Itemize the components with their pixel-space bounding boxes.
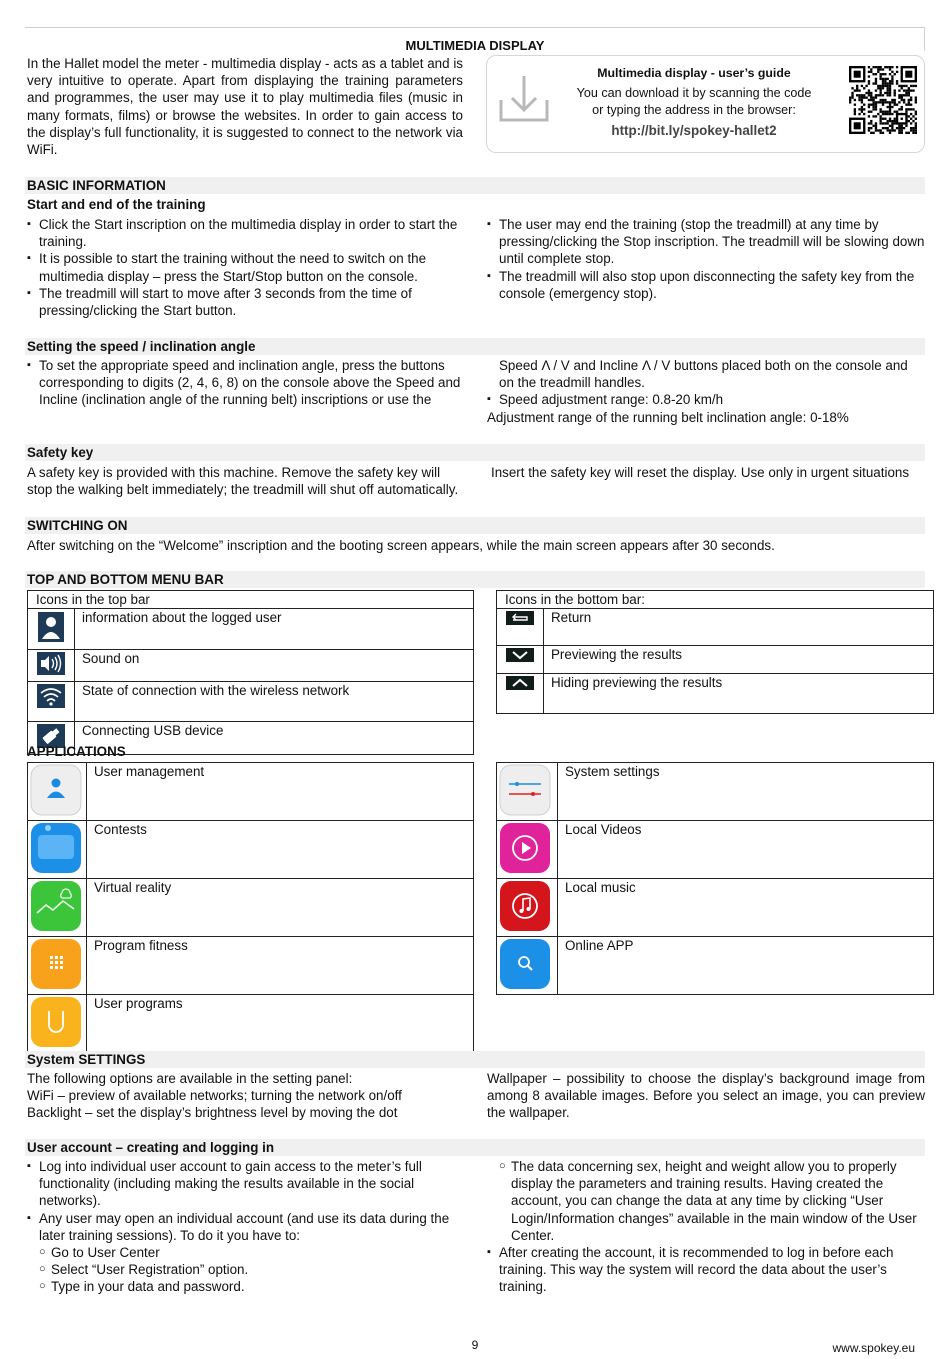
list-item: ○ The data concerning sex, height and weight allow you to properly display the parameters and training results. Having created the account, you can change the data at any time by clicking “User Login/Information changes” available in the main window of the User Center. [499,1158,925,1244]
return-icon [497,609,543,629]
table-row [28,763,474,821]
table-row [497,763,934,821]
contests-icon [28,821,86,874]
online-app-icon [497,937,557,990]
account-right-steps [487,1158,925,1244]
switching-text: After switching on the “Welcome” inscription and the booting screen appears, while the main screen appears after 30 seconds. [27,538,775,553]
section-switching-on: SWITCHING ON [25,517,925,534]
start-left-list [27,216,467,319]
table-row [28,995,474,1053]
applications-left-table [27,762,474,1053]
list-item: ▪ Any user may open an individual account (and use its data during the later training sessions). To do it you have to: [27,1210,467,1244]
speed-right-list [487,391,925,408]
bottom-bar-header: Icons in the bottom bar: [497,591,934,609]
app-label: Program fitness [87,937,474,995]
subheading-start-end: Start and end of the training [27,197,206,212]
section-basic-information: BASIC INFORMATION [25,177,925,194]
table-row [28,682,474,722]
top-item-label: Connecting USB device [75,722,474,755]
start-left-column [27,216,467,319]
system-settings-icon [497,763,557,816]
section-system-settings: System SETTINGS [25,1051,925,1068]
table-row [28,650,474,682]
table-row [28,609,474,650]
top-rule [25,27,925,28]
settings-backlight: Backlight – set the display’s brightness level by moving the dot [27,1105,398,1121]
local-music-icon [497,879,557,932]
intro-paragraph: In the Hallet model the meter - multimedia display - acts as a tablet and is very intuitive to operate. Apart from displaying the training parameters and programmes, the user may use it to play multimedia files (music in many formats, films) or browse the websites. In order to gain access to the display’s full functionality, it is suggested to connect to the network via WiFi. [27,56,463,158]
list-item: ▪ To set the appropriate speed and inclination angle, press the buttons corresponding to digits (2, 4, 6, 8) on the console above the Speed and Incline (inclination angle of the running belt) inscriptions or use the [27,357,467,409]
wifi-icon [28,682,74,710]
guide-line-1: You can download it by scanning the code [576,86,812,100]
list-item: ▪ Click the Start inscription on the multimedia display in order to start the training. [27,216,467,250]
page-number: 9 [471,1338,479,1352]
table-row [497,674,934,714]
table-row [28,879,474,937]
speed-left-list [27,357,467,409]
chevron-down-icon [497,646,543,666]
qr-code-icon [849,66,917,134]
settings-left-column [27,1070,467,1122]
top-item-label: Sound on [75,650,474,682]
footer-url[interactable]: www.spokey.eu [832,1341,915,1355]
list-item: ▪ Speed adjustment range: 0.8-20 km/h [487,391,925,408]
guide-text [565,85,823,119]
bottom-item-label: Previewing the results [544,646,934,674]
bottom-bar-icons-table [496,590,934,714]
account-right-list [487,1244,925,1296]
table-row [28,937,474,995]
section-user-account: User account – creating and logging in [25,1139,925,1156]
download-icon [493,68,555,130]
speed-right-text: Speed Λ / V and Incline Λ / V buttons placed both on the console and on the treadmill handles. [499,358,908,391]
app-label: Local Videos [558,821,934,879]
local-videos-icon [497,821,557,874]
user-icon [28,609,74,645]
section-applications: APPLICATIONS [27,744,126,759]
applications-right-table [496,762,934,995]
account-left-list [27,1158,467,1244]
table-row [497,646,934,674]
table-row [497,821,934,879]
guide-line-2: or typing the address in the browser: [592,103,796,118]
list-item: ▪ The treadmill will also stop upon disconnecting the safety key from the console (emergency stop). [487,268,925,302]
table-row [497,591,934,609]
app-label: Local music [558,879,934,937]
subheading-speed: Setting the speed / inclination angle [25,338,925,355]
table-row [28,591,474,609]
bottom-item-label: Return [544,609,934,646]
virtual-reality-icon [28,879,86,932]
settings-intro: The following options are available in the setting panel: [27,1071,353,1086]
top-bar-header: Icons in the top bar [28,591,474,609]
program-fitness-icon [28,937,86,990]
top-bar-icons-table [27,590,474,755]
top-item-label: information about the logged user [75,609,474,650]
app-label: Online APP [558,937,934,995]
list-item: ▪ The treadmill will start to move after 3 seconds from the time of pressing/clicking the Start button. [27,285,467,319]
account-left-column [27,1158,467,1296]
user-management-icon [28,763,86,816]
list-item: ○ Type in your data and password. [39,1278,467,1295]
app-label: User management [87,763,474,821]
table-row [497,879,934,937]
subheading-safety-key: Safety key [25,444,925,461]
guide-title: Multimedia display - user’s guide [597,66,791,80]
chevron-up-icon [497,674,543,694]
app-label: Virtual reality [87,879,474,937]
table-row [28,821,474,879]
sound-icon [28,650,74,677]
user-guide-box [486,55,925,153]
app-label: User programs [87,995,474,1053]
section-menu-bar: TOP AND BOTTOM MENU BAR [25,571,925,588]
user-programs-icon [28,995,86,1048]
guide-url[interactable]: http://bit.ly/spokey-hallet2 [611,123,777,138]
table-row [497,937,934,995]
start-right-column [487,216,925,302]
page-title: MULTIMEDIA DISPLAY [405,38,545,53]
account-steps-list [27,1244,467,1296]
bottom-item-label: Hiding previewing the results [544,674,934,714]
inclination-range-text: Adjustment range of the running belt inclination angle: 0-18% [487,409,849,425]
list-item: ○ Go to User Center [39,1244,467,1261]
speed-left-column [27,357,467,409]
app-label: System settings [558,763,934,821]
app-label: Contests [87,821,474,879]
top-item-label: State of connection with the wireless network [75,682,474,722]
speed-right-column [487,357,925,426]
table-row [497,609,934,646]
list-item: ▪ After creating the account, it is recommended to log in before each training. This way the system will record the data about the user’s training. [487,1244,925,1296]
settings-wallpaper: Wallpaper – possibility to choose the display’s background image from among 8 available images. Before you select an image, you can preview the wallpaper. [487,1071,925,1121]
list-item: ○ Select “User Registration” option. [39,1261,467,1278]
account-right-column [487,1158,925,1296]
settings-wifi: WiFi – preview of available networks; turning the network on/off [27,1088,402,1104]
safety-left-text: A safety key is provided with this machine. Remove the safety key will stop the walking belt immediately; the treadmill will shut off automatically. [27,465,459,498]
list-item: ▪ Log into individual user account to gain access to the meter’s full functionality (including making the results available in the social networks). [27,1158,467,1210]
list-item: ▪ It is possible to start the training without the need to switch on the multimedia display – press the Start/Stop button on the console. [27,250,467,284]
list-item: ▪ The user may end the training (stop the treadmill) at any time by pressing/clicking the Stop inscription. The treadmill will be slowing down until complete stop. [487,216,925,268]
start-right-list [487,216,925,302]
safety-right-text: Insert the safety key will reset the display. Use only in urgent situations [491,465,910,480]
